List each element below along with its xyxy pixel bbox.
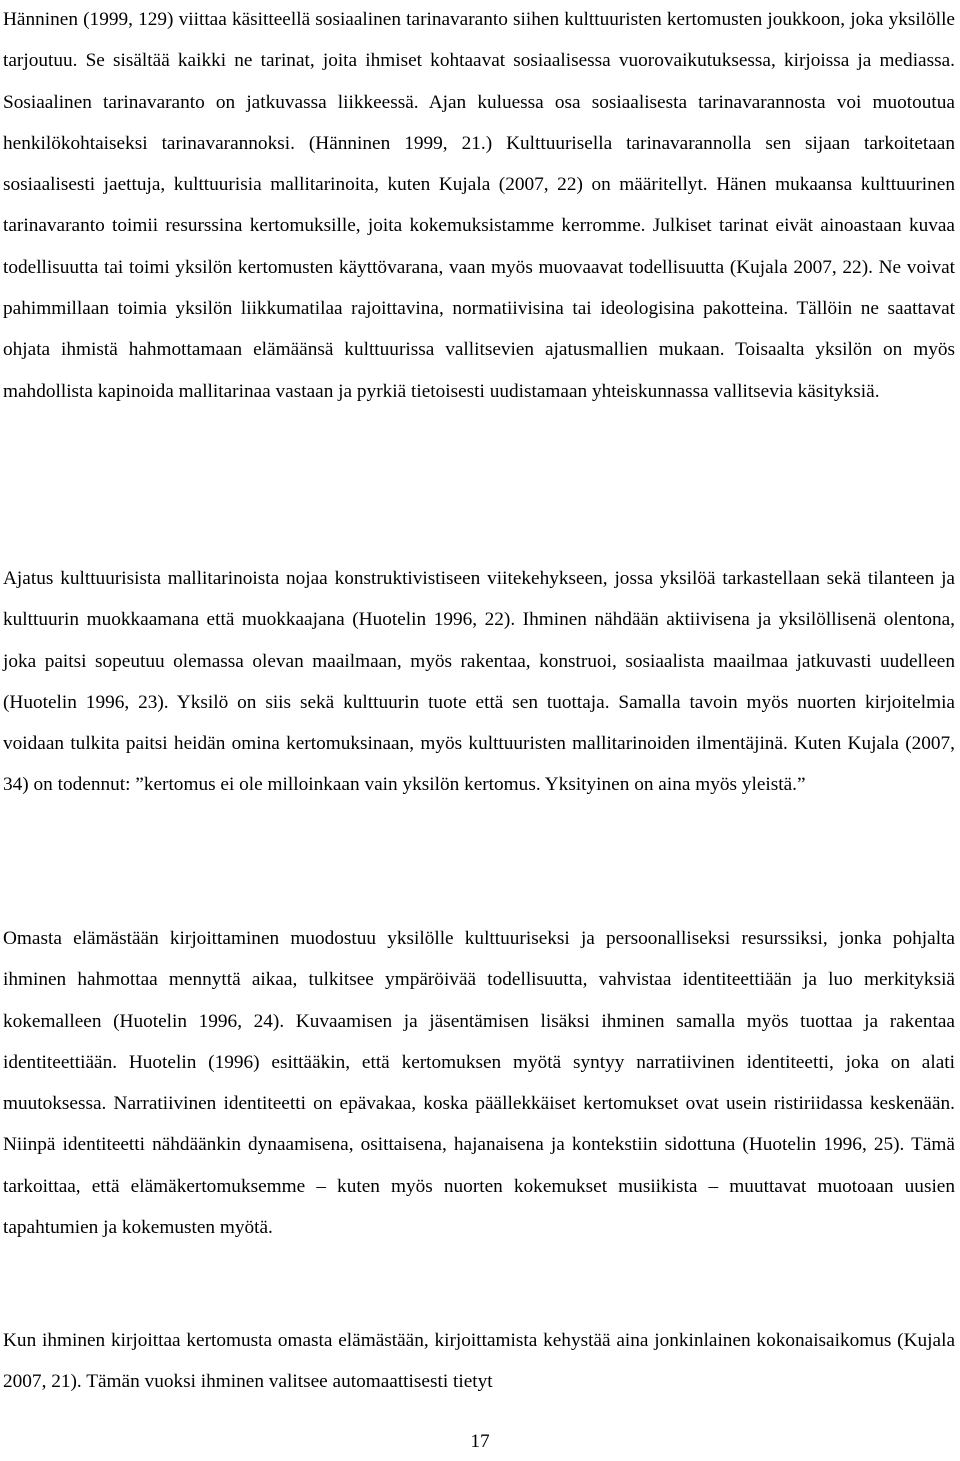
paragraph-1: Hänninen (1999, 129) viittaa käsitteellä sosiaalinen tarinavaranto siihen kulttuuristen kertomusten joukkoon, joka yksilölle tarjoutuu. Se sisältää kaikki ne tarinat, joita ihmiset kohtaavat sosiaalisessa vuorovaikutuksessa, kirjoissa ja mediassa. Sosiaalinen tarinavaranto on jatkuvassa liikkeessä. Ajan kuluessa osa sosiaalisesta tarinavarannosta voi muotoutua henkilökohtaiseksi tarinavarannoksi. (Hänninen 1999, 21.) Kulttuurisella tarinavarannolla sen sijaan tarkoitetaan sosiaalisesti jaettuja, kulttuurisia mallitarinoita, kuten Kujala (2007, 22) on määritellyt. Hänen mukaansa kulttuurinen tarinavaranto toimii resurssina kertomuksille, joita kokemuksistamme kerromme. Julkiset tarinat eivät ainoastaan kuvaa todellisuutta tai toimi yksilön kertomusten käyttövarana, vaan myös muovaavat todellisuutta (Kujala 2007, 22). Ne voivat pahimmillaan toimia yksilön liikkumatilaa rajoittavina, normatiivisina tai ideologisina pakotteina. Tällöin ne saattavat ohjata ihmistä hahmottamaan elämäänsä kulttuurissa vallitsevien ajatusmallien mukaan. Toisaalta yksilön on myös mahdollista kapinoida mallitarinaa vastaan ja pyrkiä tietoisesti uudistamaan yhteiskunnassa vallitsevia käsityksiä. — [3, 9, 955, 402]
paragraph-3: Omasta elämästään kirjoittaminen muodostuu yksilölle kulttuuriseksi ja persoonalliseksi resurssiksi, jonka pohjalta ihminen hahmottaa mennyttä aikaa, tulkitsee ympäröivää todellisuutta, vahvistaa identiteettiään ja luo merkityksiä kokemalleen (Huotelin 1996, 24). Kuvaamisen ja jäsentämisen lisäksi ihminen samalla myös tuottaa ja rakentaa identiteettiään. Huotelin (1996) esittääkin, että kertomuksen myötä syntyy narratiivinen identiteetti, joka on alati muutoksessa. Narratiivinen identiteetti on epävakaa, koska päällekkäiset kertomukset ovat usein ristiriidassa keskenään. Niinpä identiteetti nähdäänkin dynaamisena, osittaisena, hajanaisena ja kontekstiin sidottuna (Huotelin 1996, 25). Tämä tarkoittaa, että elämäkertomuksemme – kuten myös nuorten kokemukset musiikista – muuttavat muotoaan uusien tapahtumien ja kokemusten myötä. — [3, 928, 955, 1239]
page-number: 17 — [470, 1431, 490, 1452]
paragraph-4: Kun ihminen kirjoittaa kertomusta omasta elämästään, kirjoittamista kehystää aina jonkinlainen kokonaisaikomus (Kujala 2007, 21). Tämän vuoksi ihminen valitsee automaattisesti tietyt — [3, 1330, 955, 1393]
paragraph-2: Ajatus kulttuurisista mallitarinoista nojaa konstruktivistiseen viitekehykseen, jossa yksilöä tarkastellaan sekä tilanteen ja kulttuurin muokkaamana että muokkaajana (Huotelin 1996, 22). Ihminen nähdään aktiivisena ja yksilöllisenä olentona, joka paitsi sopeutuu olemassa olevan maailmaan, myös rakentaa, konstruoi, sosiaalista maailmaa jatkuvasti uudelleen (Huotelin 1996, 23). Yksilö on siis sekä kulttuurin tuote että sen tuottaja. Samalla tavoin myös nuorten kirjoitelmia voidaan tulkita paitsi heidän omina kertomuksinaan, myös kulttuuristen mallitarinoiden ilmentäjinä. Kuten Kujala (2007, 34) on todennut: ”kertomus ei ole milloinkaan vain yksilön kertomus. Yksityinen on aina myös yleistä.” — [3, 568, 955, 796]
